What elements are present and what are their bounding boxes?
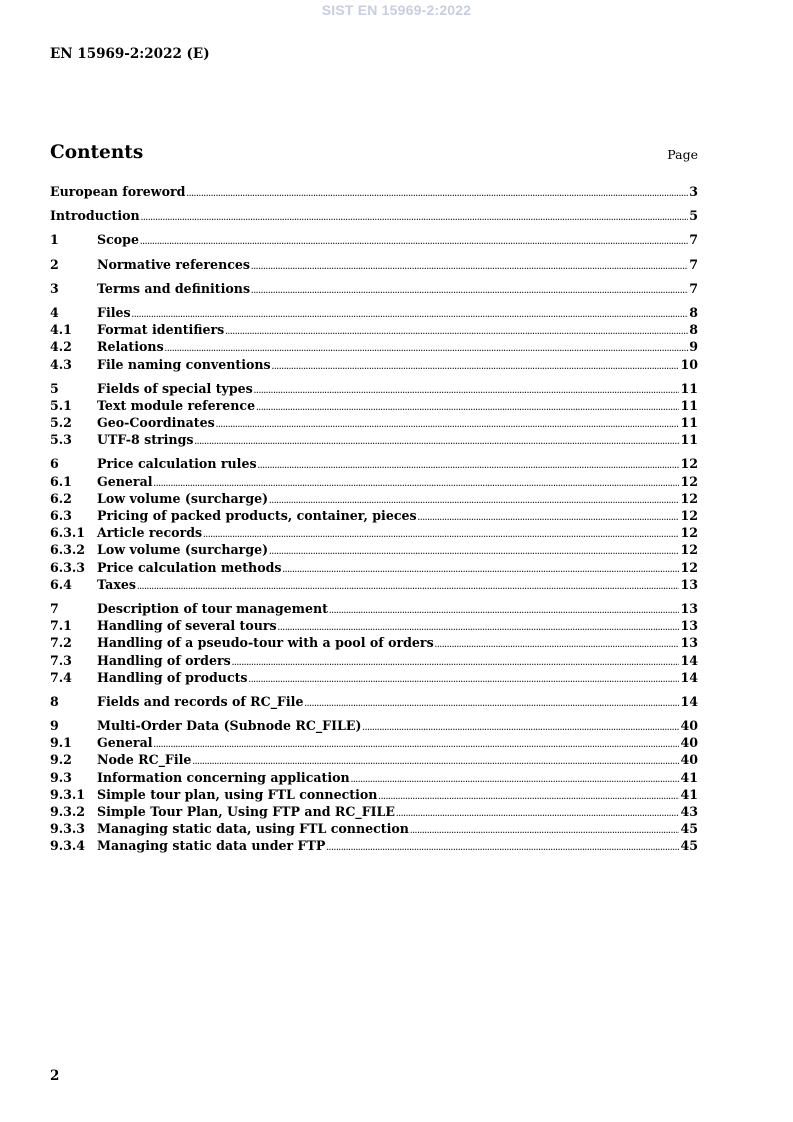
toc-group xyxy=(50,601,698,687)
toc-entry[interactable] xyxy=(50,577,698,594)
toc-entry-title: Normative references xyxy=(97,256,251,272)
document-id: EN 15969-2:2022 (E) xyxy=(50,46,210,62)
toc-leader-dots xyxy=(378,793,679,800)
toc-entry[interactable] xyxy=(50,601,698,618)
toc-group xyxy=(50,456,698,594)
toc-entry-page: 11 xyxy=(680,432,698,448)
toc-entry-page: 14 xyxy=(680,652,698,668)
toc-leader-dots xyxy=(272,363,680,370)
toc-entry-number: 7.1 xyxy=(50,618,72,634)
toc-entry[interactable] xyxy=(50,670,698,687)
toc-entry-title: Handling of orders xyxy=(97,652,231,668)
toc-entry-page: 7 xyxy=(689,232,698,248)
toc-entry-title: Handling of several tours xyxy=(97,618,277,634)
toc-entry-page: 12 xyxy=(680,473,698,489)
toc-entry-page: 12 xyxy=(680,559,698,575)
toc-entry-title: Files xyxy=(97,304,131,320)
toc-entry-number: 6.3.2 xyxy=(50,542,86,558)
toc-entry-number: 9.3.2 xyxy=(50,804,86,819)
toc-entry-page: 40 xyxy=(680,718,698,734)
toc-entry-title: Text module reference xyxy=(97,397,256,413)
toc-entry-page: 12 xyxy=(680,525,698,541)
toc-entry-title: Managing static data, using FTL connection xyxy=(97,821,409,837)
toc-entry[interactable] xyxy=(50,398,698,415)
toc-leader-dots xyxy=(141,214,689,221)
toc-entry[interactable] xyxy=(50,491,698,508)
toc-leader-dots xyxy=(278,624,680,631)
toc-group xyxy=(50,305,698,374)
toc-entry-page: 45 xyxy=(680,838,698,854)
toc-group xyxy=(50,208,698,225)
toc-entry-page: 7 xyxy=(689,280,698,296)
toc-entry-title: Price calculation methods xyxy=(97,559,282,575)
toc-entry-number: 4.1 xyxy=(50,322,72,338)
toc-entry-title: Managing static data under FTP xyxy=(97,838,326,854)
toc-entry[interactable] xyxy=(50,184,698,201)
toc-entry-title: Introduction xyxy=(50,208,140,224)
toc-leader-dots xyxy=(165,345,689,352)
toc-entry-page: 12 xyxy=(680,542,698,558)
toc-entry-title: Relations xyxy=(97,339,164,355)
toc-leader-dots xyxy=(249,676,680,683)
table-of-contents xyxy=(50,184,698,863)
toc-leader-dots xyxy=(154,480,680,487)
toc-entry[interactable] xyxy=(50,838,698,855)
page-column-heading: Page xyxy=(667,147,698,162)
toc-entry-title: Scope xyxy=(97,232,139,248)
toc-entry[interactable] xyxy=(50,508,698,525)
toc-entry-page: 43 xyxy=(680,804,698,819)
toc-entry-number: 6.3.1 xyxy=(50,525,86,541)
toc-entry[interactable] xyxy=(50,525,698,542)
toc-entry-page: 13 xyxy=(680,635,698,651)
toc-leader-dots xyxy=(251,287,688,294)
toc-leader-dots xyxy=(137,583,680,590)
watermark: SIST EN 15969-2:2022 xyxy=(321,2,472,18)
toc-leader-dots xyxy=(140,238,688,245)
toc-leader-dots xyxy=(256,404,679,411)
toc-entry-title: Node RC_File xyxy=(97,752,192,768)
toc-entry-title: Simple Tour Plan, Using FTP and RC_FILE xyxy=(97,804,395,819)
toc-leader-dots xyxy=(435,641,680,648)
toc-entry-page: 12 xyxy=(680,456,698,472)
toc-entry-title: Low volume (surcharge) xyxy=(97,490,269,506)
toc-entry-number: 5 xyxy=(50,380,59,396)
toc-leader-dots xyxy=(232,659,680,666)
toc-entry[interactable] xyxy=(50,752,698,769)
toc-entry-page: 11 xyxy=(680,380,698,396)
toc-entry-title: Price calculation rules xyxy=(97,456,257,472)
toc-entry-page: 13 xyxy=(680,576,698,592)
toc-entry-number: 3 xyxy=(50,280,59,296)
toc-entry-number: 7.2 xyxy=(50,635,72,651)
toc-entry-number: 7 xyxy=(50,600,59,616)
toc-entry[interactable] xyxy=(50,718,698,735)
toc-entry-number: 9.3 xyxy=(50,769,72,785)
toc-entry[interactable] xyxy=(50,208,698,225)
toc-entry-number: 9.3.4 xyxy=(50,838,86,854)
toc-entry-title: Fields of special types xyxy=(97,380,253,396)
toc-leader-dots xyxy=(304,700,679,707)
toc-entry[interactable] xyxy=(50,542,698,559)
toc-leader-dots xyxy=(186,190,688,197)
toc-leader-dots xyxy=(154,741,680,748)
toc-entry-title: General xyxy=(97,473,153,489)
toc-entry-number: 6.3.3 xyxy=(50,559,86,575)
toc-entry-title: Taxes xyxy=(97,576,136,592)
toc-entry-page: 7 xyxy=(689,256,698,272)
toc-group xyxy=(50,184,698,201)
toc-entry-page: 3 xyxy=(689,184,698,199)
toc-entry-page: 5 xyxy=(689,208,698,224)
toc-entry-number: 6 xyxy=(50,456,59,472)
toc-entry-number: 6.4 xyxy=(50,576,72,592)
toc-entry-page: 41 xyxy=(680,786,698,802)
toc-entry-page: 14 xyxy=(680,669,698,685)
toc-entry[interactable] xyxy=(50,322,698,339)
toc-leader-dots xyxy=(203,531,679,538)
toc-leader-dots xyxy=(418,514,680,521)
toc-leader-dots xyxy=(192,758,679,765)
toc-entry-title: Pricing of packed products, container, pieces xyxy=(97,508,417,523)
toc-entry-page: 8 xyxy=(689,322,698,338)
toc-entry-page: 41 xyxy=(680,769,698,785)
toc-entry-page: 12 xyxy=(680,490,698,506)
toc-entry-number: 4 xyxy=(50,304,59,320)
toc-entry[interactable] xyxy=(50,770,698,787)
toc-entry[interactable] xyxy=(50,232,698,249)
toc-entry-title: Terms and definitions xyxy=(97,280,251,296)
toc-group xyxy=(50,257,698,274)
toc-entry-number: 9.3.3 xyxy=(50,821,86,837)
toc-entry-title: Description of tour management xyxy=(97,600,328,616)
toc-entry[interactable] xyxy=(50,257,698,274)
toc-entry-number: 6.3 xyxy=(50,508,72,523)
toc-entry-title: File naming conventions xyxy=(97,356,271,372)
toc-entry[interactable] xyxy=(50,821,698,838)
toc-entry[interactable] xyxy=(50,432,698,449)
toc-entry-page: 11 xyxy=(680,397,698,413)
toc-leader-dots xyxy=(351,776,680,783)
toc-entry-title: Handling of a pseudo-tour with a pool of orders xyxy=(97,635,434,651)
toc-leader-dots xyxy=(362,724,679,731)
toc-entry-page: 13 xyxy=(680,600,698,616)
toc-entry-number: 9.2 xyxy=(50,752,72,768)
page-number: 2 xyxy=(50,1068,60,1084)
toc-entry-title: UTF-8 strings xyxy=(97,432,194,448)
toc-entry-page: 40 xyxy=(680,752,698,768)
toc-entry[interactable] xyxy=(50,305,698,322)
toc-entry-page: 45 xyxy=(680,821,698,837)
toc-leader-dots xyxy=(329,607,679,614)
toc-entry-title: Geo-Coordinates xyxy=(97,415,215,431)
toc-leader-dots xyxy=(283,566,680,573)
toc-leader-dots xyxy=(225,328,688,335)
toc-entry-number: 9 xyxy=(50,718,59,734)
toc-entry-number: 5.1 xyxy=(50,397,72,413)
toc-entry-number: 4.2 xyxy=(50,339,72,355)
toc-leader-dots xyxy=(269,497,679,504)
toc-entry[interactable] xyxy=(50,456,698,473)
toc-entry[interactable] xyxy=(50,787,698,804)
toc-leader-dots xyxy=(269,548,679,555)
toc-entry-page: 13 xyxy=(680,618,698,634)
toc-leader-dots xyxy=(216,421,680,428)
toc-entry-number: 9.3.1 xyxy=(50,786,86,802)
toc-entry-number: 7.3 xyxy=(50,652,72,668)
toc-entry[interactable] xyxy=(50,694,698,711)
toc-entry-number: 8 xyxy=(50,693,59,709)
toc-group xyxy=(50,281,698,298)
toc-entry[interactable] xyxy=(50,618,698,635)
toc-entry-title: Handling of products xyxy=(97,669,248,685)
toc-entry-page: 10 xyxy=(680,356,698,372)
toc-leader-dots xyxy=(132,311,689,318)
toc-leader-dots xyxy=(258,462,680,469)
toc-entry-number: 7.4 xyxy=(50,669,72,685)
toc-entry[interactable] xyxy=(50,381,698,398)
toc-entry[interactable] xyxy=(50,339,698,356)
toc-entry-page: 8 xyxy=(689,304,698,320)
toc-leader-dots xyxy=(396,810,679,817)
toc-entry-number: 6.1 xyxy=(50,473,72,489)
toc-leader-dots xyxy=(326,844,679,851)
toc-entry-title: Article records xyxy=(97,525,203,541)
toc-entry-number: 4.3 xyxy=(50,356,72,372)
toc-entry-page: 12 xyxy=(680,508,698,523)
toc-entry-title: European foreword xyxy=(50,184,186,199)
toc-entry-number: 5.3 xyxy=(50,432,72,448)
toc-entry[interactable] xyxy=(50,357,698,374)
toc-entry[interactable] xyxy=(50,281,698,298)
toc-entry[interactable] xyxy=(50,735,698,752)
toc-entry[interactable] xyxy=(50,415,698,432)
toc-entry-title: Format identifiers xyxy=(97,322,225,338)
toc-leader-dots xyxy=(410,827,680,834)
toc-entry-number: 1 xyxy=(50,232,59,248)
toc-entry[interactable] xyxy=(50,474,698,491)
toc-entry-page: 40 xyxy=(680,735,698,751)
toc-group xyxy=(50,381,698,450)
toc-entry-title: Information concerning application xyxy=(97,769,350,785)
toc-entry[interactable] xyxy=(50,653,698,670)
toc-entry-title: Multi-Order Data (Subnode RC_FILE) xyxy=(97,718,362,734)
toc-entry-title: General xyxy=(97,735,153,751)
toc-entry-title: Fields and records of RC_File xyxy=(97,693,304,709)
toc-entry-title: Simple tour plan, using FTL connection xyxy=(97,786,378,802)
toc-entry-title: Low volume (surcharge) xyxy=(97,542,269,558)
toc-entry-number: 2 xyxy=(50,256,59,272)
toc-group xyxy=(50,694,698,711)
toc-entry-page: 14 xyxy=(680,693,698,709)
toc-entry-page: 9 xyxy=(689,339,698,355)
toc-group xyxy=(50,718,698,856)
toc-entry-number: 5.2 xyxy=(50,415,72,431)
toc-entry-number: 6.2 xyxy=(50,490,72,506)
toc-entry[interactable] xyxy=(50,560,698,577)
contents-heading: Contents xyxy=(50,142,144,163)
toc-entry-number: 9.1 xyxy=(50,735,72,751)
toc-leader-dots xyxy=(254,387,680,394)
toc-group xyxy=(50,232,698,249)
toc-leader-dots xyxy=(251,263,688,270)
toc-entry-page: 11 xyxy=(680,415,698,431)
toc-leader-dots xyxy=(194,438,679,445)
toc-entry[interactable] xyxy=(50,635,698,652)
toc-entry[interactable] xyxy=(50,804,698,821)
